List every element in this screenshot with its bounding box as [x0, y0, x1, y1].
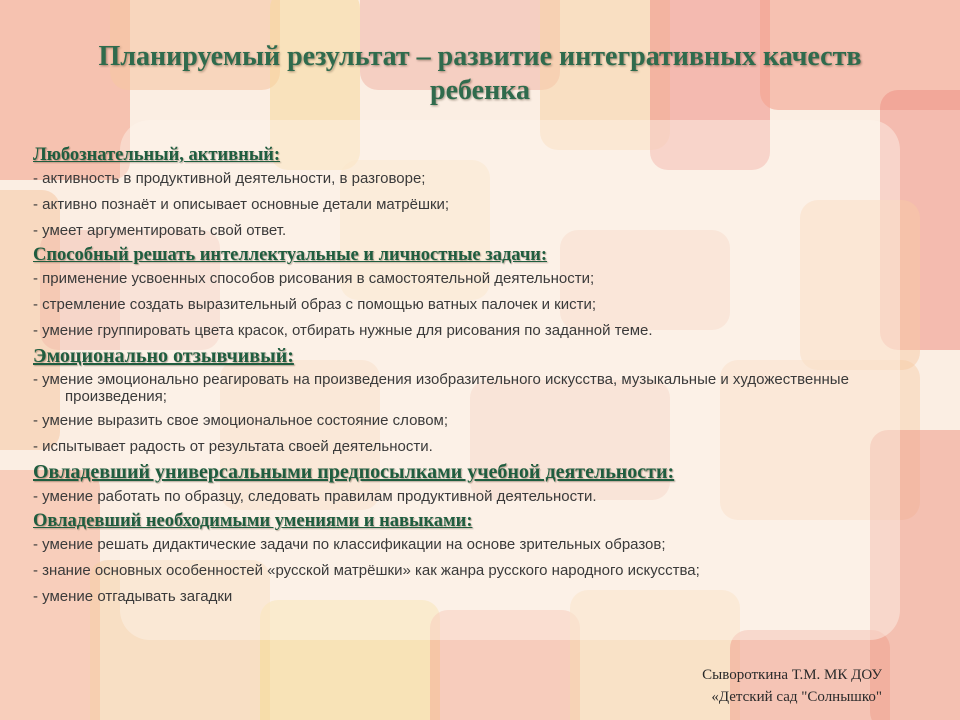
list-item: - применение усвоенных способов рисования в самостоятельной деятельности;	[33, 270, 595, 287]
section-heading: Способный решать интеллектуальные и личностные задачи:	[33, 245, 548, 265]
section-heading: Эмоционально отзывчивый:	[33, 345, 294, 367]
slide-content	[33, 144, 918, 610]
list-item: - умение группировать цвета красок, отбирать нужные для рисования по заданной теме.	[33, 322, 653, 339]
section-heading: Любознательный, активный:	[33, 145, 281, 165]
list-item: - умение отгадывать загадки	[33, 588, 233, 605]
slide-title: Планируемый результат – развитие интегративных качеств ребенка	[98, 41, 862, 106]
author-footer	[702, 664, 882, 708]
list-item: - активность в продуктивной деятельности, в разговоре;	[33, 170, 426, 187]
list-item: - активно познаёт и описывает основные детали матрёшки;	[33, 196, 450, 213]
section-heading: Овладевший универсальными предпосылками учебной деятельности:	[33, 461, 675, 483]
list-item: - умеет аргументировать свой ответ.	[33, 222, 287, 239]
section-skills	[33, 510, 918, 610]
section-problem-solving	[33, 244, 918, 344]
author-line: Сывороткина Т.М. МК ДОУ	[702, 667, 882, 683]
organization-line: «Детский сад "Солнышко"	[711, 689, 882, 705]
list-item: - стремление создать выразительный образ с помощью ватных палочек и кисти;	[33, 296, 597, 313]
list-item: - умение решать дидактические задачи по классификации на основе зрительных образов;	[33, 536, 666, 553]
list-item: - умение эмоционально реагировать на произведения изобразительного искусства, музыкальные и художественные произведения;	[33, 371, 849, 405]
list-item: - умение выразить свое эмоциональное состояние словом;	[33, 412, 449, 429]
list-item: - испытывает радость от результата своей деятельности.	[33, 438, 433, 455]
section-learning-prerequisites	[33, 460, 918, 510]
list-item: - знание основных особенностей «русской матрёшки» как жанра русского народного искусства;	[33, 562, 700, 579]
section-curious	[33, 144, 918, 244]
section-heading: Овладевший необходимыми умениями и навыками:	[33, 511, 473, 531]
section-emotional	[33, 344, 918, 460]
list-item: - умение работать по образцу, следовать правилам продуктивной деятельности.	[33, 488, 597, 505]
